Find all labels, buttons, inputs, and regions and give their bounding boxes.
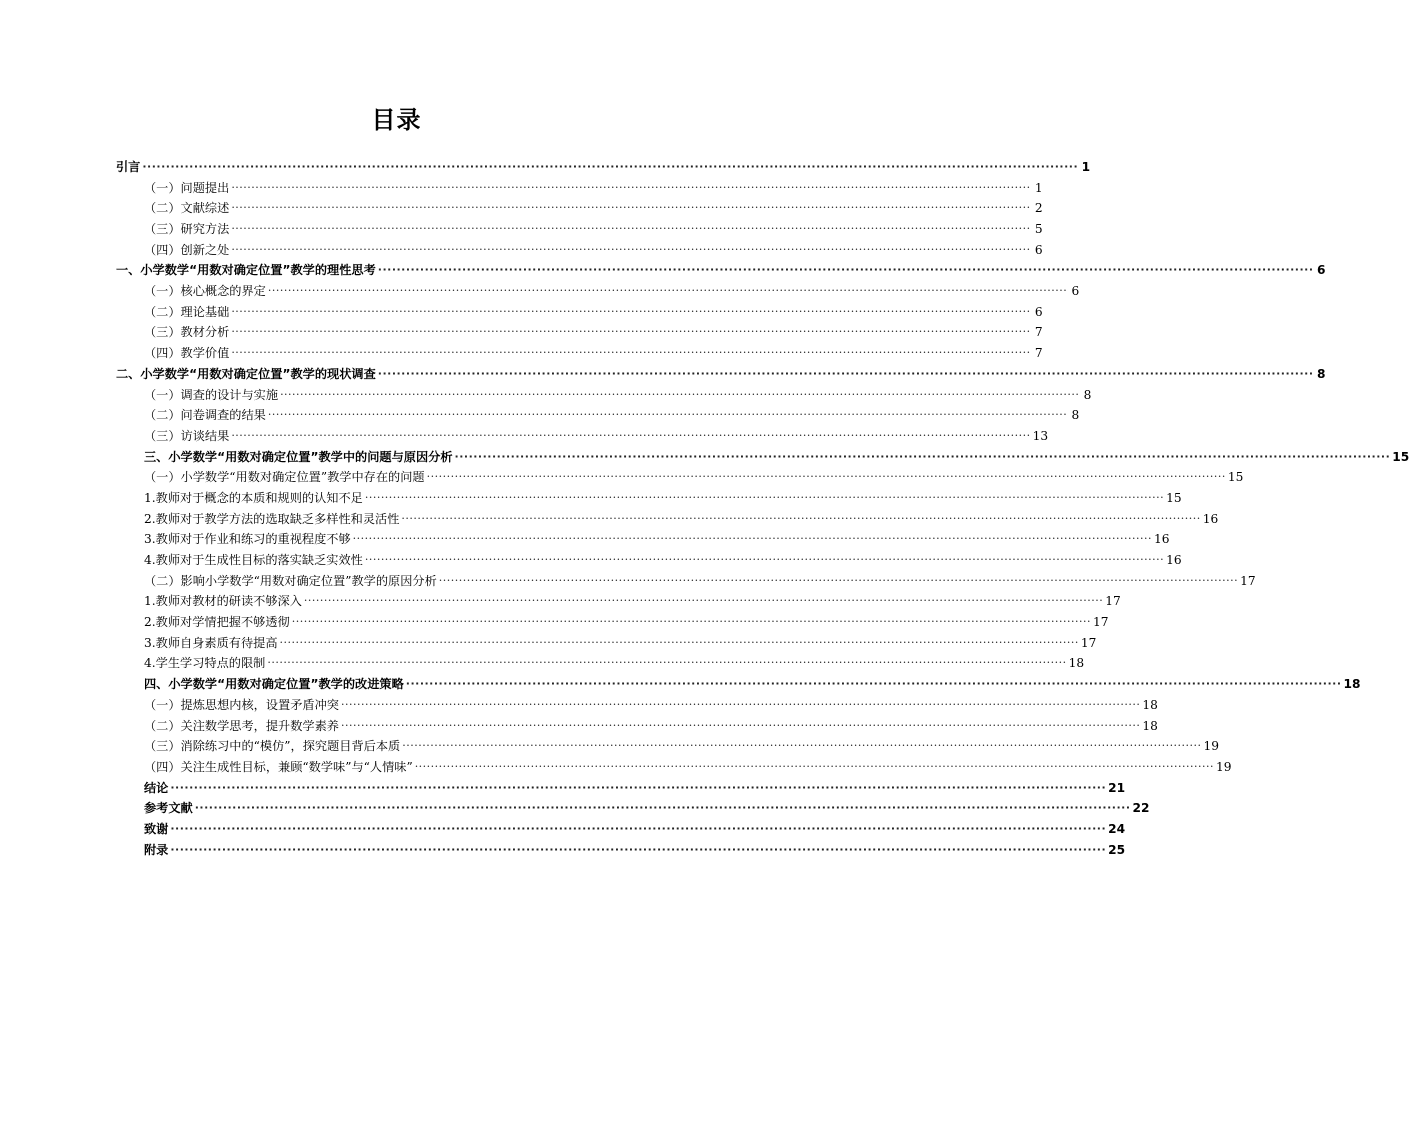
toc-entry-label: （二）理论基础 xyxy=(144,304,230,319)
toc-dot-leader: ········································································································································································································ xyxy=(170,780,1107,794)
toc-dot-leader: ········································································································································································································ xyxy=(170,842,1107,856)
toc-entry-page: 6 xyxy=(1034,242,1043,257)
toc-dot-leader: ········································································································································································································ xyxy=(231,325,1031,339)
toc-entry-label: 1.教师对教材的研读不够深入 xyxy=(144,594,302,609)
toc-entry[interactable] xyxy=(116,323,1043,344)
toc-entry[interactable] xyxy=(116,405,1080,426)
toc-entry-page: 21 xyxy=(1108,780,1126,795)
toc-entry[interactable] xyxy=(116,509,1219,530)
toc-dot-leader: ········································································································································································································ xyxy=(231,346,1031,360)
toc-dot-leader: ········································································································································································································ xyxy=(194,801,1131,815)
toc-dot-leader: ········································································································································································································ xyxy=(267,408,1068,422)
toc-entry-label: 4.教师对于生成性目标的落实缺乏实效性 xyxy=(144,553,363,568)
toc-dot-leader: ········································································································································································································ xyxy=(454,449,1391,463)
toc-dot-leader: ········································································································································································································ xyxy=(267,284,1068,298)
toc-dot-leader: ········································································································································································································ xyxy=(142,159,1079,173)
toc-dot-leader: ········································································································································································································ xyxy=(231,201,1031,215)
toc-entry-page: 18 xyxy=(1142,718,1158,733)
toc-entry-label: （四）关注生成性目标，兼顾“数学味”与“人情味” xyxy=(144,759,413,774)
toc-entry[interactable] xyxy=(116,591,1121,612)
toc-dot-leader: ········································································································································································································ xyxy=(377,366,1314,380)
table-of-contents xyxy=(116,157,1409,860)
toc-entry[interactable] xyxy=(116,716,1158,737)
toc-entry-label: （四）创新之处 xyxy=(144,242,230,257)
toc-entry-label: （二）关注数学思考，提升数学素养 xyxy=(144,718,339,733)
toc-entry[interactable] xyxy=(116,302,1043,323)
toc-dot-leader: ········································································································································································································ xyxy=(231,428,1031,442)
toc-dot-leader: ········································································································································································································ xyxy=(352,532,1152,546)
toc-entry-page: 17 xyxy=(1105,594,1121,609)
toc-entry-page: 17 xyxy=(1240,573,1256,588)
toc-entry-page: 5 xyxy=(1034,222,1043,237)
toc-dot-leader: ········································································································································································································ xyxy=(231,242,1031,256)
toc-entry-label: 1.教师对于概念的本质和规则的认知不足 xyxy=(144,490,363,505)
toc-entry[interactable] xyxy=(116,488,1182,509)
toc-entry-page: 8 xyxy=(1071,408,1080,423)
toc-entry-page: 2 xyxy=(1034,201,1043,216)
toc-entry-page: 19 xyxy=(1216,759,1232,774)
toc-entry-page: 1 xyxy=(1081,159,1091,174)
toc-dot-leader: ········································································································································································································ xyxy=(341,718,1141,732)
toc-entry-label: （一）调查的设计与实施 xyxy=(144,387,279,402)
toc-entry[interactable] xyxy=(116,633,1097,654)
toc-entry-label: （一）提炼思想内核，设置矛盾冲突 xyxy=(144,697,339,712)
toc-entry-label: 4.学生学习特点的限制 xyxy=(144,656,266,671)
toc-dot-leader: ········································································································································································································ xyxy=(231,222,1031,236)
toc-entry-page: 15 xyxy=(1392,449,1409,464)
toc-entry-label: 引言 xyxy=(116,159,141,174)
toc-entry-page: 18 xyxy=(1142,697,1158,712)
toc-entry-label: 3.教师对于作业和练习的重视程度不够 xyxy=(144,532,351,547)
toc-entry-page: 16 xyxy=(1166,553,1182,568)
toc-entry-label: 一、小学数学“用数对确定位置”教学的理性思考 xyxy=(116,263,376,278)
toc-entry-page: 16 xyxy=(1202,511,1219,526)
toc-dot-leader: ········································································································································································································ xyxy=(401,511,1201,525)
toc-dot-leader: ········································································································································································································ xyxy=(377,263,1314,277)
toc-entry-page: 6 xyxy=(1071,284,1080,299)
toc-entry-page: 24 xyxy=(1108,821,1126,836)
toc-dot-leader: ········································································································································································································ xyxy=(231,304,1031,318)
toc-entry[interactable] xyxy=(116,529,1170,550)
toc-entry-page: 8 xyxy=(1083,387,1092,402)
toc-entry-label: 参考文献 xyxy=(144,801,193,816)
toc-entry[interactable] xyxy=(116,426,1049,447)
toc-entry-page: 18 xyxy=(1068,656,1085,671)
toc-entry[interactable] xyxy=(116,757,1232,778)
toc-entry[interactable] xyxy=(116,385,1092,406)
toc-dot-leader: ········································································································································································································ xyxy=(405,677,1342,691)
toc-entry-label: 2.教师对于教学方法的选取缺乏多样性和灵活性 xyxy=(144,511,400,526)
toc-entry[interactable] xyxy=(116,571,1256,592)
toc-entry-page: 7 xyxy=(1034,325,1043,340)
toc-entry[interactable] xyxy=(116,467,1244,488)
toc-dot-leader: ········································································································································································································ xyxy=(414,759,1215,773)
toc-entry-page: 13 xyxy=(1032,428,1049,443)
toc-dot-leader: ········································································································································································································ xyxy=(364,553,1165,567)
toc-entry-page: 18 xyxy=(1343,677,1361,692)
toc-dot-leader: ········································································································································································································ xyxy=(303,594,1104,608)
toc-entry-label: （三）教材分析 xyxy=(144,325,230,340)
toc-dot-leader: ········································································································································································································ xyxy=(426,470,1226,484)
toc-dot-leader: ········································································································································································································ xyxy=(364,490,1165,504)
toc-entry[interactable] xyxy=(116,778,1126,799)
toc-entry-label: 二、小学数学“用数对确定位置”教学的现状调查 xyxy=(116,366,376,381)
toc-entry-page: 15 xyxy=(1166,490,1182,505)
toc-entry-label: （一）小学数学“用数对确定位置”教学中存在的问题 xyxy=(144,470,425,485)
toc-entry-label: 三、小学数学“用数对确定位置”教学中的问题与原因分析 xyxy=(144,449,453,464)
toc-entry[interactable] xyxy=(116,674,1361,695)
toc-entry-label: （二）问卷调查的结果 xyxy=(144,408,266,423)
toc-dot-leader: ········································································································································································································ xyxy=(267,656,1067,670)
toc-entry-label: （三）访谈结果 xyxy=(144,428,230,443)
toc-entry[interactable] xyxy=(116,343,1043,364)
toc-entry-page: 16 xyxy=(1153,532,1170,547)
toc-entry-label: （三）消除练习中的“模仿”，探究题目背后本质 xyxy=(144,739,401,754)
toc-entry[interactable] xyxy=(116,654,1085,675)
toc-entry[interactable] xyxy=(116,198,1043,219)
toc-entry[interactable] xyxy=(116,840,1126,861)
toc-entry-label: （三）研究方法 xyxy=(144,222,230,237)
toc-entry-label: 2.教师对学情把握不够透彻 xyxy=(144,615,290,630)
toc-entry-label: （二）影响小学数学“用数对确定位置”教学的原因分析 xyxy=(144,573,437,588)
toc-entry-label: 3.教师自身素质有待提高 xyxy=(144,635,278,650)
toc-title: 目录 xyxy=(371,106,422,134)
toc-entry[interactable] xyxy=(116,178,1043,199)
toc-entry[interactable] xyxy=(116,550,1182,571)
toc-entry[interactable] xyxy=(116,819,1126,840)
toc-entry[interactable] xyxy=(116,157,1091,178)
toc-dot-leader: ········································································································································································································ xyxy=(231,180,1031,194)
toc-entry-label: （二）文献综述 xyxy=(144,201,230,216)
toc-dot-leader: ········································································································································································································ xyxy=(280,387,1080,401)
toc-entry-label: 四、小学数学“用数对确定位置”教学的改进策略 xyxy=(144,677,404,692)
toc-entry-page: 7 xyxy=(1034,346,1043,361)
toc-entry-page: 17 xyxy=(1080,635,1097,650)
toc-entry[interactable] xyxy=(116,695,1158,716)
toc-entry-page: 6 xyxy=(1317,263,1326,278)
toc-entry[interactable] xyxy=(116,736,1220,757)
toc-entry-page: 17 xyxy=(1093,615,1109,630)
toc-dot-leader: ········································································································································································································ xyxy=(341,697,1141,711)
toc-entry-page: 1 xyxy=(1034,180,1043,195)
toc-dot-leader: ········································································································································································································ xyxy=(170,821,1107,835)
toc-entry-label: （一）核心概念的界定 xyxy=(144,284,266,299)
toc-entry[interactable] xyxy=(116,219,1043,240)
toc-entry-label: （四）教学价值 xyxy=(144,346,230,361)
toc-entry-page: 15 xyxy=(1227,470,1244,485)
toc-entry[interactable] xyxy=(116,240,1043,261)
toc-entry-label: 附录 xyxy=(144,842,169,857)
toc-entry[interactable] xyxy=(116,798,1150,819)
toc-entry-page: 25 xyxy=(1108,842,1126,857)
toc-entry[interactable] xyxy=(116,260,1326,281)
toc-entry-label: 致谢 xyxy=(144,821,169,836)
toc-dot-leader: ········································································································································································································ xyxy=(279,635,1079,649)
toc-entry-label: （一）问题提出 xyxy=(144,180,230,195)
toc-dot-leader: ········································································································································································································ xyxy=(438,573,1239,587)
toc-entry[interactable] xyxy=(116,447,1409,468)
toc-entry[interactable] xyxy=(116,612,1109,633)
toc-entry-page: 8 xyxy=(1317,366,1326,381)
toc-entry-page: 19 xyxy=(1203,739,1220,754)
toc-entry[interactable] xyxy=(116,364,1326,385)
toc-entry-page: 22 xyxy=(1132,801,1150,816)
toc-entry-label: 结论 xyxy=(144,780,169,795)
toc-entry-page: 6 xyxy=(1034,304,1043,319)
toc-entry[interactable] xyxy=(116,281,1080,302)
toc-dot-leader: ········································································································································································································ xyxy=(291,615,1092,629)
toc-dot-leader: ········································································································································································································ xyxy=(402,739,1202,753)
